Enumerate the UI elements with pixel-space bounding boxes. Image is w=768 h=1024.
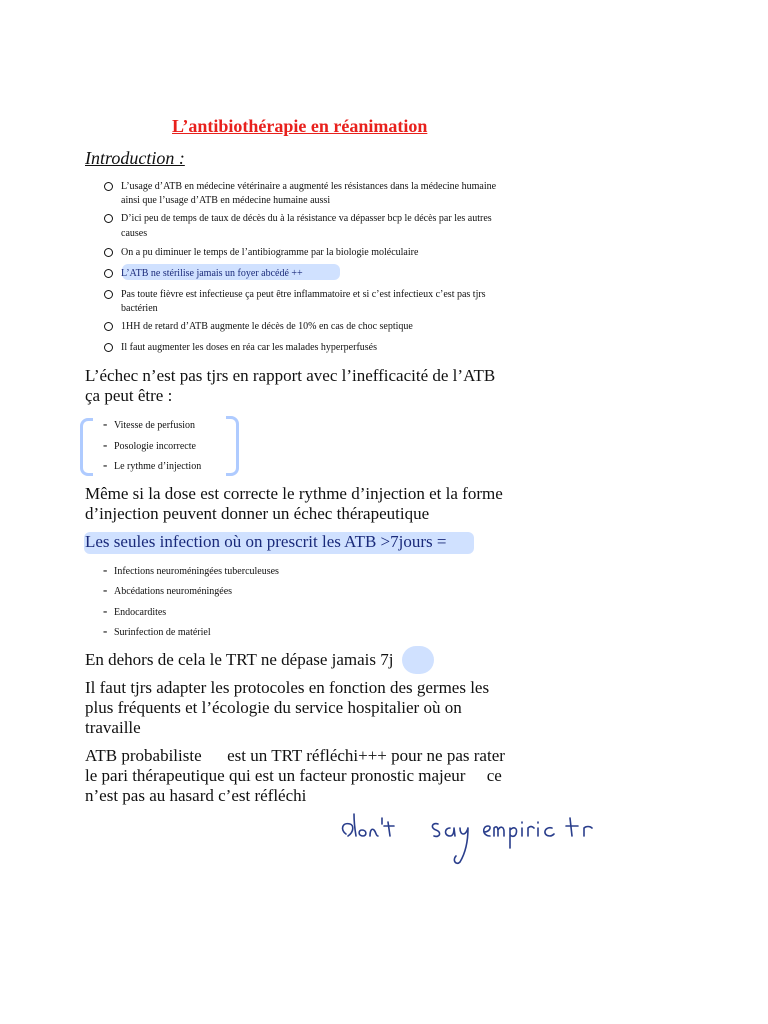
probab-line-2: le pari thérapeutique qui est un facteur pronostic majeur ce [85,766,502,785]
echec-line-1: L’échec n’est pas tjrs en rapport avec l’inefficacité de l’ATB [85,366,496,385]
bullet-circle-icon [104,322,113,331]
intro-item-6-line-1: 1HH de retard d’ATB augmente le décès de 10% en cas de choc septique [121,321,413,332]
dash-bullet-icon: - [103,603,108,618]
intro-item-2-line-1: D’ici peu de temps de taux de décès du à la résistance va dépasser bcp le décès par les autres [121,213,492,224]
probab-line-1: ATB probabiliste est un TRT réfléchi+++ pour ne pas rater [85,746,505,765]
dash-bullet-icon: - [103,562,108,577]
intro-item-1-line-2: ainsi que l’usage d’ATB en médecine humaine aussi [121,195,331,206]
dash-bullet-icon: - [103,623,108,638]
dash-bullet-icon: - [103,437,108,452]
adapter-line-3: travaille [85,718,141,737]
bullet-circle-icon [104,269,113,278]
bullet-circle-icon [104,182,113,191]
intro-item-4-line-1: L’ATB ne stérilise jamais un foyer abcédé ++ [121,268,303,279]
intro-item-3-line-1: On a pu diminuer le temps de l’antibiogramme par la biologie moléculaire [121,247,419,258]
adapter-line-2: plus fréquents et l’écologie du service hospitalier où on [85,698,462,717]
highlight-mark [402,646,434,674]
echec-item-2: Posologie incorrecte [114,441,196,452]
seules-item-3: Endocardites [114,607,167,618]
bullet-circle-icon [104,248,113,257]
intro-item-5-line-1: Pas toute fièvre est infectieuse ça peut être inflammatoire et si c’est infectieux c’est pas tjrs [121,289,486,300]
echec-item-3: Le rythme d’injection [114,461,202,472]
bullet-circle-icon [104,214,113,223]
intro-item-5-line-2: bactérien [121,303,158,314]
dash-bullet-icon: - [103,416,108,431]
right-bracket-mark [226,416,239,476]
intro-item-7-line-1: Il faut augmenter les doses en réa car les malades hyperperfusés [121,342,378,353]
dehors-line: En dehors de cela le TRT ne dépase jamais 7j [85,650,394,669]
dash-bullet-icon: - [103,582,108,597]
probab-line-3: n’est pas au hasard c’est réfléchi [85,786,307,805]
document-title: L’antibiothérapie en réanimation [172,116,428,136]
left-bracket-mark [80,418,93,476]
intro-heading: Introduction : [85,148,185,168]
seules-item-1: Infections neuroméningées tuberculeuses [114,566,279,577]
bullet-circle-icon [104,290,113,299]
seules-item-2: Abcédations neuroméningées [114,586,233,597]
handwritten-annotation [338,800,608,870]
meme-line-2: d’injection peuvent donner un échec thérapeutique [85,504,430,523]
seules-item-4: Surinfection de matériel [114,627,211,638]
dash-bullet-icon: - [103,457,108,472]
intro-item-2-line-2: causes [121,228,148,239]
intro-item-1-line-1: L’usage d’ATB en médecine vétérinaire a augmenté les résistances dans la médecine humaine [121,181,497,192]
echec-line-2: ça peut être : [85,386,173,405]
seules-line: Les seules infection où on prescrit les ATB >7jours = [85,532,447,551]
meme-line-1: Même si la dose est correcte le rythme d’injection et la forme [85,484,503,503]
bullet-circle-icon [104,343,113,352]
echec-item-1: Vitesse de perfusion [114,420,196,431]
adapter-line-1: Il faut tjrs adapter les protocoles en fonction des germes les [85,678,490,697]
